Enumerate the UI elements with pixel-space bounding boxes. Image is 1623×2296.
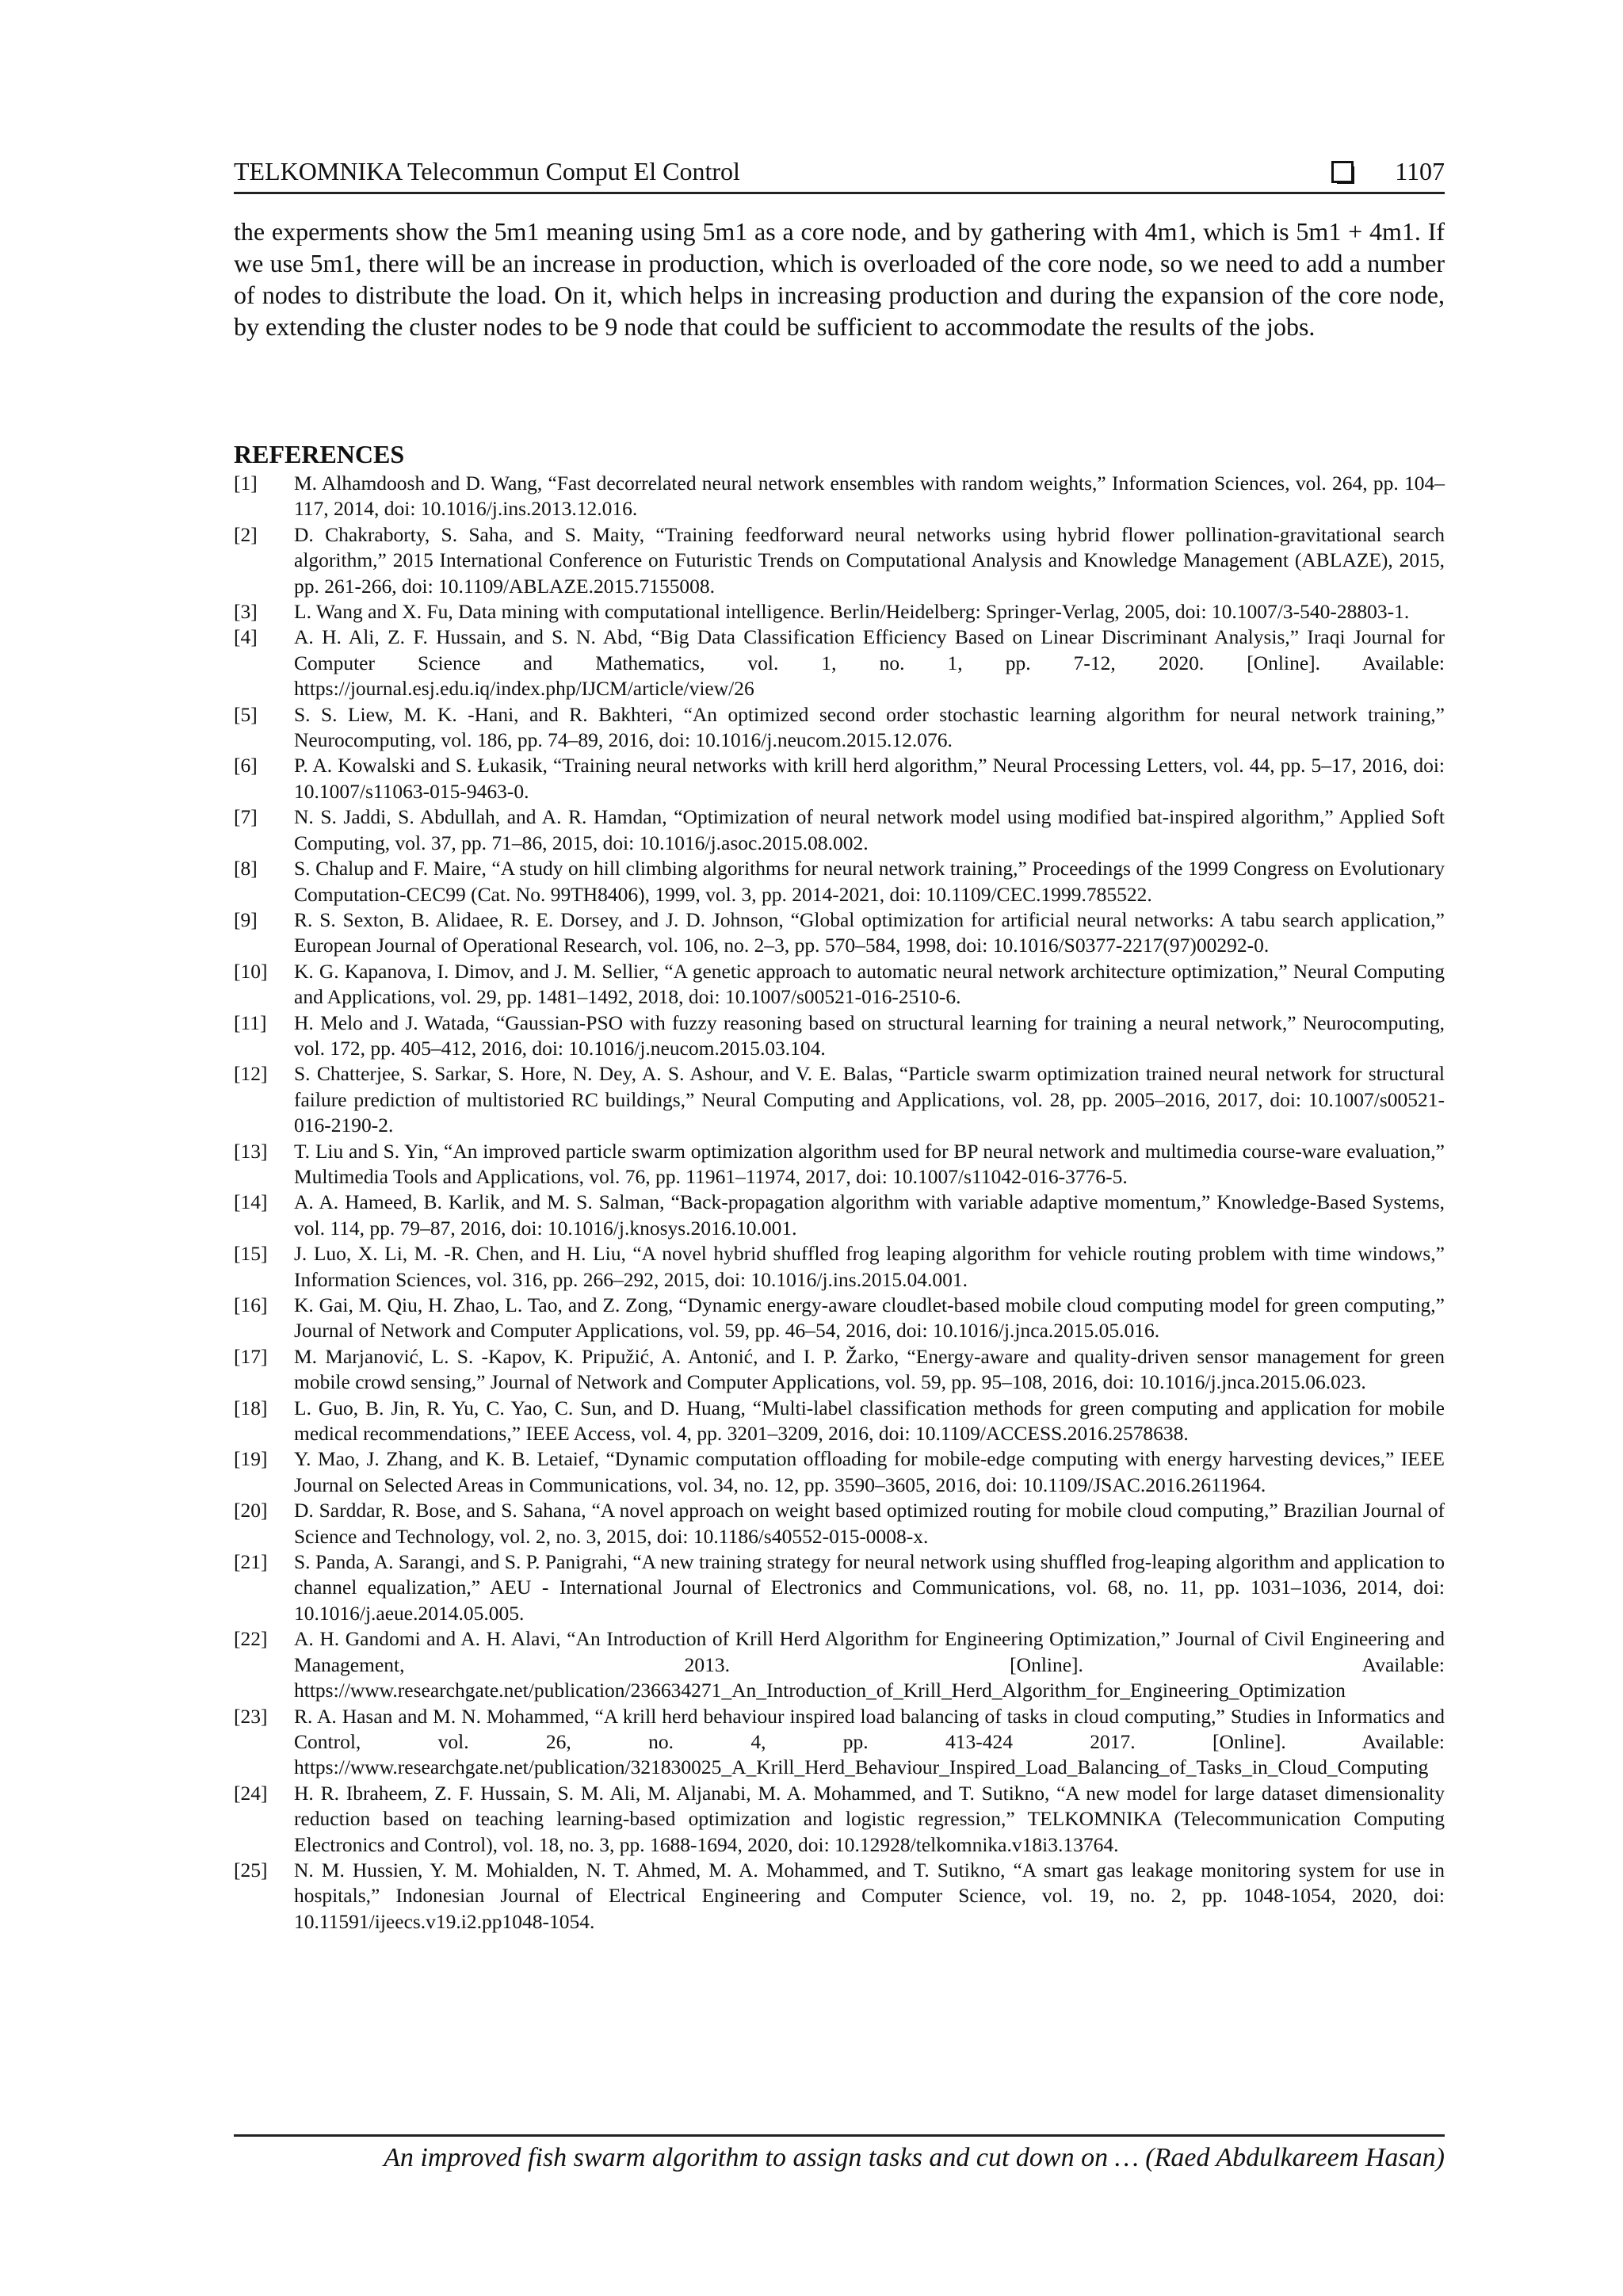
reference-number: [20] xyxy=(234,1499,268,1522)
reference-item xyxy=(234,1139,1445,1190)
reference-text: Y. Mao, J. Zhang, and K. B. Letaief, “Dynamic computation offloading for mobile-edge computing with energy harvesting devices,” IEEE Journal on Selected Areas in Communications, vol. 34, no. 12, pp. 3590–3605, 2016, doi: 10.1109/JSAC.2016.2611964. xyxy=(294,1447,1445,1496)
reference-number: [1] xyxy=(234,472,258,495)
reference-item xyxy=(234,804,1445,856)
reference-text: H. R. Ibraheem, Z. F. Hussain, S. M. Ali, M. Aljanabi, M. A. Mohammed, and T. Sutikno, “A new model for large dataset dimensionality reduction based on teaching learning-based optimization and logistic regression,” TELKOMNIKA (Telecommunication Computing Electronics and Control), vol. 18, no. 3, pp. 1688-1694, 2020, doi: 10.12928/telkomnika.v18i3.13764. xyxy=(294,1781,1445,1856)
reference-number: [10] xyxy=(234,959,268,983)
page-number: 1107 xyxy=(1395,157,1445,185)
reference-number: [7] xyxy=(234,805,258,829)
reference-text: S. Chatterjee, S. Sarkar, S. Hore, N. Dey, A. S. Ashour, and V. E. Balas, “Particle swarm optimization trained neural network for structural failure prediction of multistoried RC buildings,” Neural Computing and Applications, vol. 28, pp. 2005–2016, 2017, doi: 10.1007/s00521-016-2190-2. xyxy=(294,1062,1445,1137)
running-footer: An improved fish swarm algorithm to assign tasks and cut down on … (Raed Abdulkareem Hasan) xyxy=(384,2143,1445,2172)
reference-item xyxy=(234,471,1445,522)
reference-item xyxy=(234,753,1445,804)
reference-text: S. Chalup and F. Maire, “A study on hill climbing algorithms for neural network training,” Proceedings of the 1999 Congress on Evolutionary Computation-CEC99 (Cat. No. 99TH8406), 1999, vol. 3, pp. 2014-2021, doi: 10.1109/CEC.1999.785522. xyxy=(294,857,1445,906)
reference-text: S. Panda, A. Sarangi, and S. P. Panigrahi, “A new training strategy for neural network using shuffled frog-leaping algorithm and application to channel equalization,” AEU - International Journal of Electronics and Communications, vol. 68, no. 11, pp. 1031–1036, 2014, doi: 10.1016/j.aeue.2014.05.005. xyxy=(294,1550,1445,1625)
reference-text: S. S. Liew, M. K. -Hani, and R. Bakhteri, “An optimized second order stochastic learning algorithm for neural network training,” Neurocomputing, vol. 186, pp. 74–89, 2016, doi: 10.1016/j.neucom.2015.12.076. xyxy=(294,702,1445,752)
reference-number: [2] xyxy=(234,522,258,546)
body-paragraph: the experments show the 5m1 meaning using 5m1 as a core node, and by gathering with 4m1, which is 5m1 + 4m1. If we use 5m1, there will be an increase in production, which is overloaded of the core node, so we need to add a number of nodes to distribute the load. On it, which helps in increasing production and during the expansion of the core node, by extending the cluster nodes to be 9 node that could be sufficient to accommodate the results of the jobs. xyxy=(234,217,1445,341)
reference-number: [17] xyxy=(234,1344,268,1368)
reference-number: [24] xyxy=(234,1781,268,1805)
reference-number: [12] xyxy=(234,1062,268,1086)
references-heading: REFERENCES xyxy=(234,440,405,468)
reference-item xyxy=(234,1061,1445,1138)
box-icon xyxy=(1331,161,1354,183)
reference-item xyxy=(234,1344,1445,1396)
reference-number: [5] xyxy=(234,702,258,726)
header-right xyxy=(1331,157,1445,186)
reference-number: [6] xyxy=(234,754,258,777)
reference-number: [23] xyxy=(234,1704,268,1728)
reference-number: [15] xyxy=(234,1242,268,1266)
reference-item xyxy=(234,959,1445,1010)
reference-item xyxy=(234,1498,1445,1549)
reference-text: M. Alhamdoosh and D. Wang, “Fast decorrelated neural network ensembles with random weights,” Information Sciences, vol. 264, pp. 104–117, 2014, doi: 10.1016/j.ins.2013.12.016. xyxy=(294,472,1445,521)
reference-item xyxy=(234,1010,1445,1062)
reference-text: R. S. Sexton, B. Alidaee, R. E. Dorsey, and J. D. Johnson, “Global optimization for artificial neural networks: A tabu search application,” European Journal of Operational Research, vol. 106, no. 2–3, pp. 570–584, 1998, doi: 10.1016/S0377-2217(97)00292-0. xyxy=(294,907,1445,957)
reference-item xyxy=(234,599,1445,625)
reference-text: M. Marjanović, L. S. -Kapov, K. Pripužić, A. Antonić, and I. P. Žarko, “Energy-aware and quality-driven sensor management for green mobile crowd sensing,” Journal of Network and Computer Applications, vol. 59, pp. 95–108, 2016, doi: 10.1016/j.jnca.2015.06.023. xyxy=(294,1344,1445,1394)
reference-item xyxy=(234,625,1445,701)
reference-number: [13] xyxy=(234,1139,268,1163)
reference-item xyxy=(234,1704,1445,1781)
reference-item xyxy=(234,522,1445,599)
reference-item xyxy=(234,702,1445,754)
reference-number: [16] xyxy=(234,1293,268,1316)
reference-number: [11] xyxy=(234,1010,267,1034)
references-list xyxy=(234,471,1445,1935)
reference-item xyxy=(234,856,1445,907)
reference-number: [22] xyxy=(234,1627,268,1651)
reference-number: [14] xyxy=(234,1190,268,1214)
footer-rule xyxy=(234,2134,1445,2137)
running-header xyxy=(234,155,1445,194)
reference-text: A. H. Gandomi and A. H. Alavi, “An Introduction of Krill Herd Algorithm for Engineering Optimization,” Journal of Civil Engineering and Management, 2013. [Online]. Available: https://www.researchgate.net/publication/236634271_An_Introduction_of_Krill_Herd_Algorithm_for_Engineering_Optimization xyxy=(294,1627,1445,1702)
reference-text: A. H. Ali, Z. F. Hussain, and S. N. Abd, “Big Data Classification Efficiency Based on Linear Discriminant Analysis,” Iraqi Journal for Computer Science and Mathematics, vol. 1, no. 1, pp. 7-12, 2020. [Online]. Available: https://journal.esj.edu.iq/index.php/IJCM/article/view/26 xyxy=(294,625,1445,701)
reference-number: [9] xyxy=(234,907,258,931)
reference-text: J. Luo, X. Li, M. -R. Chen, and H. Liu, “A novel hybrid shuffled frog leaping algorithm for vehicle routing problem with time windows,” Information Sciences, vol. 316, pp. 266–292, 2015, doi: 10.1016/j.ins.2015.04.001. xyxy=(294,1242,1445,1291)
reference-item xyxy=(234,1549,1445,1626)
reference-item xyxy=(234,1858,1445,1935)
reference-item xyxy=(234,907,1445,959)
reference-text: D. Sarddar, R. Bose, and S. Sahana, “A novel approach on weight based optimized routing for mobile cloud computing,” Brazilian Journal of Science and Technology, vol. 2, no. 3, 2015, doi: 10.1186/s40552-015-0008-x. xyxy=(294,1499,1445,1548)
reference-number: [21] xyxy=(234,1550,268,1574)
reference-text: D. Chakraborty, S. Saha, and S. Maity, “Training feedforward neural networks using hybrid flower pollination-gravitational search algorithm,” 2015 International Conference on Futuristic Trends on Computational Analysis and Knowledge Management (ABLAZE), 2015, pp. 261-266, doi: 10.1109/ABLAZE.2015.7155008. xyxy=(294,522,1445,598)
reference-number: [18] xyxy=(234,1396,268,1419)
reference-item xyxy=(234,1781,1445,1858)
reference-text: K. G. Kapanova, I. Dimov, and J. M. Sellier, “A genetic approach to automatic neural network architecture optimization,” Neural Computing and Applications, vol. 29, pp. 1481–1492, 2018, doi: 10.1007/s00521-016-2510-6. xyxy=(294,959,1445,1009)
reference-text: K. Gai, M. Qiu, H. Zhao, L. Tao, and Z. Zong, “Dynamic energy-aware cloudlet-based mobile cloud computing model for green computing,” Journal of Network and Computer Applications, vol. 59, pp. 46–54, 2016, doi: 10.1016/j.jnca.2015.05.016. xyxy=(294,1293,1445,1343)
reference-text: T. Liu and S. Yin, “An improved particle swarm optimization algorithm used for BP neural network and multimedia course-ware evaluation,” Multimedia Tools and Applications, vol. 76, pp. 11961–11974, 2017, doi: 10.1007/s11042-016-3776-5. xyxy=(294,1139,1445,1188)
reference-text: R. A. Hasan and M. N. Mohammed, “A krill herd behaviour inspired load balancing of tasks in cloud computing,” Studies in Informatics and Control, vol. 26, no. 4, pp. 413-424 2017. [Online]. Available: https://www.researchgate.net/publication/321830025_A_Krill_Herd_Behaviour_Inspired_Load_Balancing_of_Tasks_in_Cloud_Computing xyxy=(294,1704,1445,1779)
reference-number: [8] xyxy=(234,857,258,881)
reference-number: [3] xyxy=(234,600,258,624)
reference-item xyxy=(234,1396,1445,1447)
reference-number: [4] xyxy=(234,625,258,649)
reference-text: L. Guo, B. Jin, R. Yu, C. Yao, C. Sun, and D. Huang, “Multi-label classification methods for green computing and application for mobile medical recommendations,” IEEE Access, vol. 4, pp. 3201–3209, 2016, doi: 10.1109/ACCESS.2016.2578638. xyxy=(294,1396,1445,1446)
reference-text: P. A. Kowalski and S. Łukasik, “Training neural networks with krill herd algorithm,” Neural Processing Letters, vol. 44, pp. 5–17, 2016, doi: 10.1007/s11063-015-9463-0. xyxy=(294,754,1445,803)
reference-text: H. Melo and J. Watada, “Gaussian-PSO with fuzzy reasoning based on structural learning for training a neural network,” Neurocomputing, vol. 172, pp. 405–412, 2016, doi: 10.1016/j.neucom.2015.03.104. xyxy=(294,1010,1445,1060)
reference-number: [25] xyxy=(234,1858,268,1881)
reference-number: [19] xyxy=(234,1447,268,1471)
reference-text: N. M. Hussien, Y. M. Mohialden, N. T. Ahmed, M. A. Mohammed, and T. Sutikno, “A smart gas leakage monitoring system for use in hospitals,” Indonesian Journal of Electrical Engineering and Computer Science, vol. 19, no. 2, pp. 1048-1054, 2020, doi: 10.11591/ijeecs.v19.i2.pp1048-1054. xyxy=(294,1858,1445,1933)
reference-text: N. S. Jaddi, S. Abdullah, and A. R. Hamdan, “Optimization of neural network model using modified bat-inspired algorithm,” Applied Soft Computing, vol. 37, pp. 71–86, 2015, doi: 10.1016/j.asoc.2015.08.002. xyxy=(294,805,1445,854)
reference-text: A. A. Hameed, B. Karlik, and M. S. Salman, “Back-propagation algorithm with variable adaptive momentum,” Knowledge-Based Systems, vol. 114, pp. 79–87, 2016, doi: 10.1016/j.knosys.2016.10.001. xyxy=(294,1190,1445,1240)
reference-item xyxy=(234,1293,1445,1344)
reference-item xyxy=(234,1190,1445,1241)
reference-item xyxy=(234,1446,1445,1498)
reference-item xyxy=(234,1626,1445,1703)
journal-title: TELKOMNIKA Telecommun Comput El Control xyxy=(234,157,740,185)
reference-text: L. Wang and X. Fu, Data mining with computational intelligence. Berlin/Heidelberg: Springer-Verlag, 2005, doi: 10.1007/3-540-28803-1. xyxy=(294,600,1410,624)
reference-item xyxy=(234,1241,1445,1293)
